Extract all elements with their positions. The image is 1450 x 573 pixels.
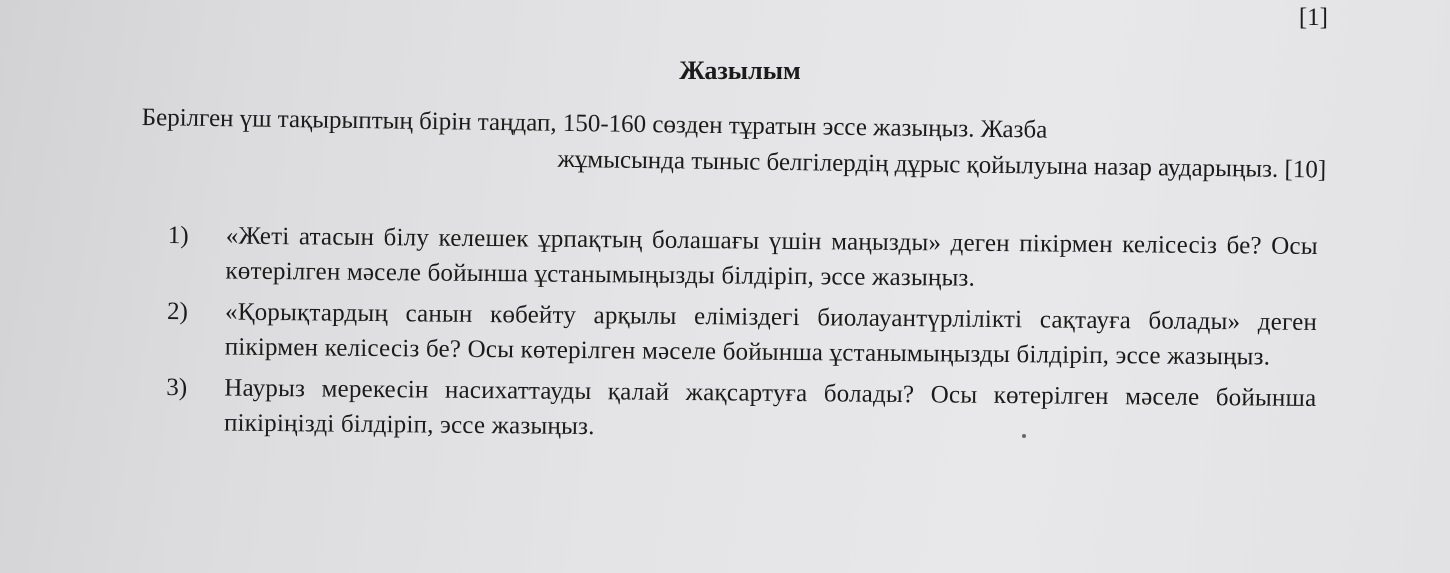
task-number: 3) (166, 373, 188, 402)
task-text: Наурыз мерекесін насихаттауды қалай жақсартуға болады? Осы көтерілген мәселе бойынша пікіріңізді білдіріп, эссе жазыңыз. (223, 374, 1317, 441)
instruction-line-2: жұмысында тыныс белгілердің дұрыс қойылуына назар аударыңыз. [10] (557, 145, 1327, 184)
score-marker: [1] (1298, 4, 1328, 31)
instruction-paragraph (141, 100, 1327, 189)
task-item-3 (166, 370, 1317, 451)
task-item-1 (167, 218, 1318, 299)
task-number: 1) (167, 221, 189, 250)
section-heading: Жазылым (679, 56, 801, 85)
task-text: «Жеті атасын білу келешек ұрпақтың болашағы үшін маңызды» деген пікірмен келісесіз бе? Осы көтерілген мәселе бойынша ұстанымыңызды білдіріп, эссе жазыңыз. (225, 222, 1318, 292)
task-number: 2) (166, 297, 189, 326)
paper-speck (1022, 434, 1026, 438)
instruction-line-1: Берілген үш тақырыптың бірін таңдап, 150-160 сөзден тұратын эссе жазыңыз. Жазба (141, 103, 1048, 144)
task-text: «Қорықтардың санын көбейту арқылы еліміздегі биолауантүрлілікті сақтауға болады» деген пікірмен келісесіз бе? Осы көтерілген мәселе бойынша ұстанымыңызды білдіріп, эссе жазыңыз. (224, 298, 1318, 371)
task-item-2 (167, 294, 1318, 375)
task-list (166, 218, 1318, 457)
